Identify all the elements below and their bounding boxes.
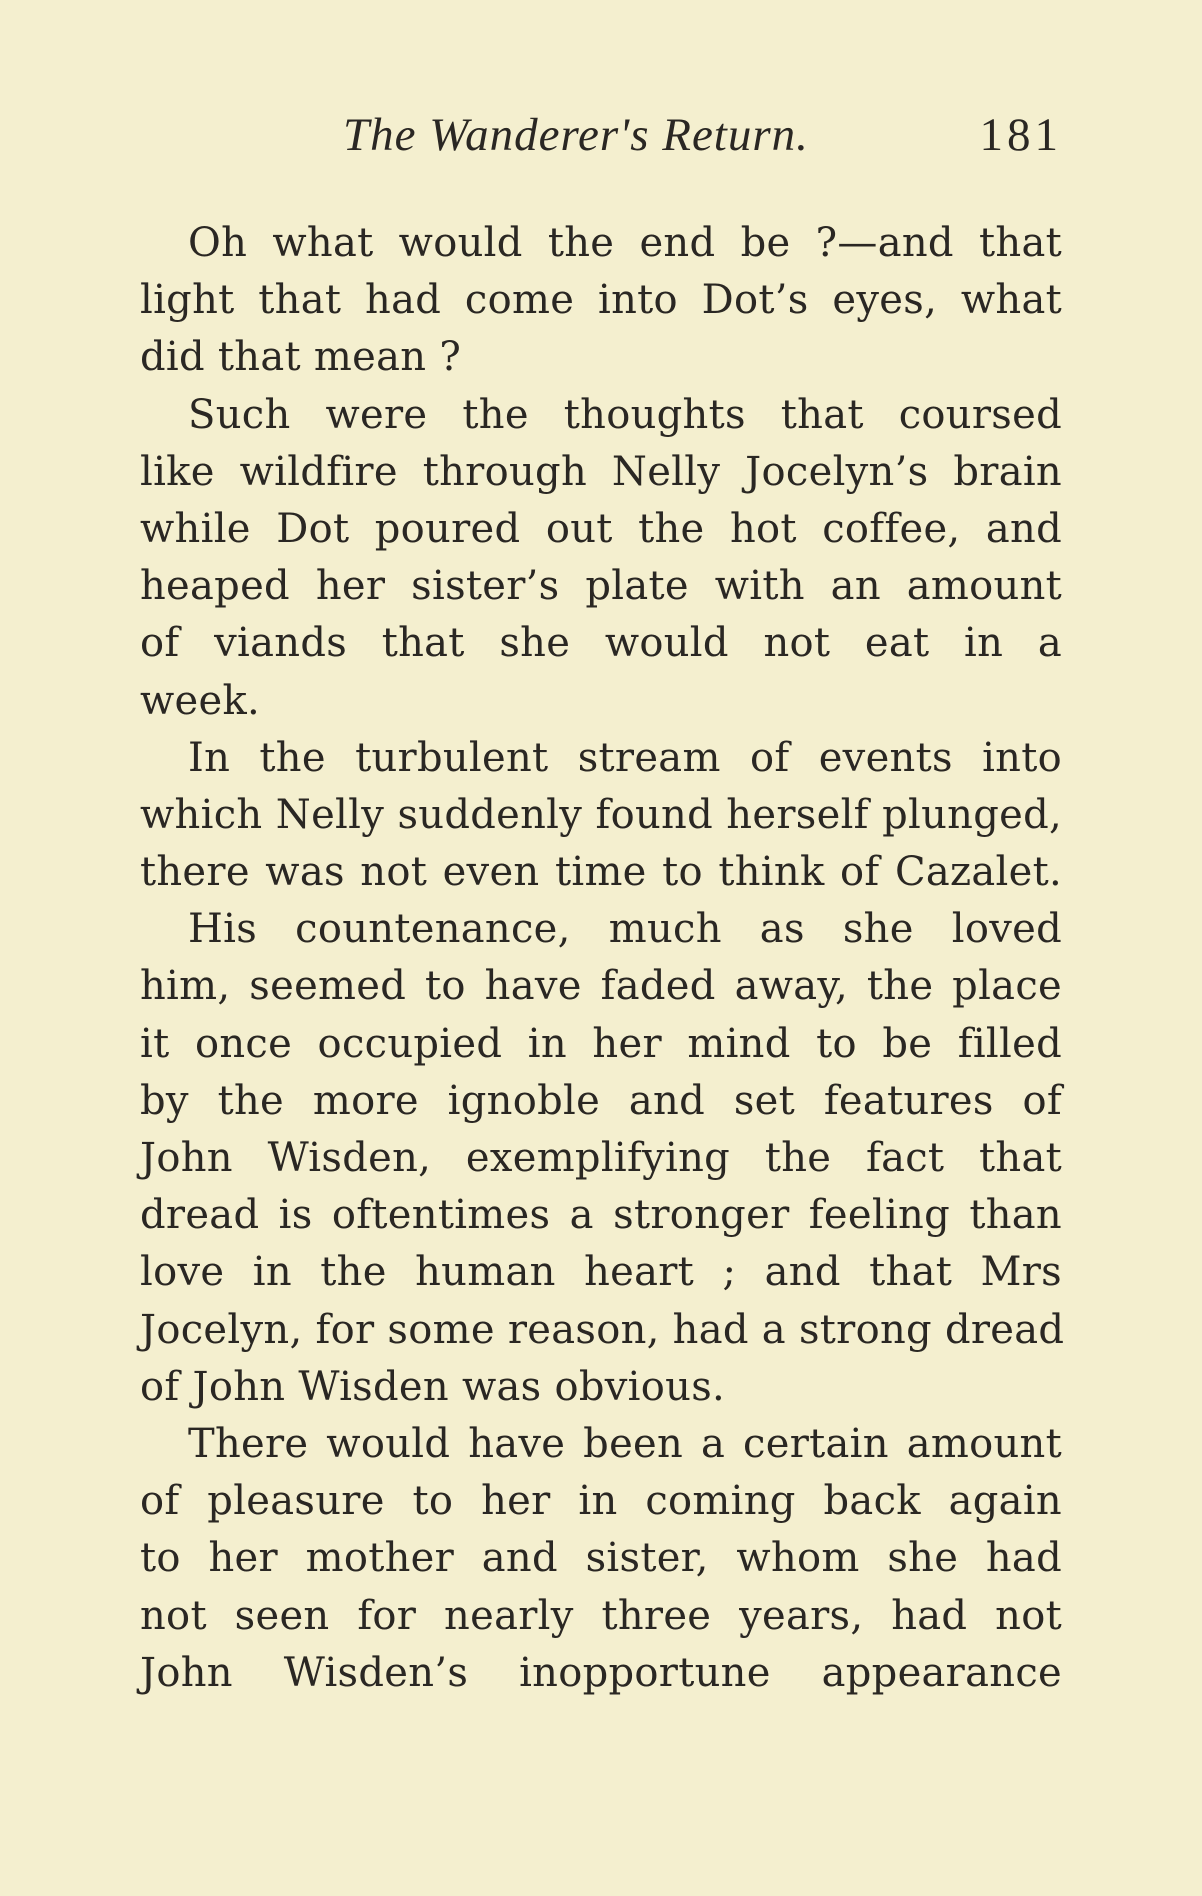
text-line: Such were the thoughts that coursed (188, 391, 1062, 438)
running-title: The Wanderer's Return. (343, 109, 809, 161)
text-line: In the turbulent stream of events into (188, 734, 1062, 781)
text-line: Oh what would the end be ?—and that (188, 220, 1062, 266)
text-line: There would have been a certain amount (188, 1420, 1062, 1467)
text-line: like wildfire through Nelly Jocelyn’s brain (140, 448, 1062, 495)
text-line: His countenance, much as she loved (188, 906, 1062, 953)
text-line: of pleasure to her in coming back again (140, 1478, 1062, 1525)
text-line: did that mean ? (140, 334, 462, 381)
text-line: while Dot poured out the hot coffee, and (140, 505, 1062, 552)
text-line: week. (140, 677, 261, 724)
text-line: of viands that she would not eat in a (140, 620, 1062, 667)
text-line: there was not even time to think of Cazalet. (140, 849, 1062, 896)
text-line: John Wisden’s inopportune appearance (140, 1649, 1062, 1696)
text-line: light that had come into Dot’s eyes, what (140, 277, 1062, 324)
running-head (140, 108, 1070, 168)
text-line: dread is oftentimes a stronger feeling than (140, 1192, 1062, 1239)
text-line: to her mother and sister, whom she had (140, 1535, 1062, 1582)
text-line: him, seemed to have faded away, the place (140, 963, 1062, 1010)
text-line: it once occupied in her mind to be filled (140, 1020, 1062, 1067)
text-line: Jocelyn, for some reason, had a strong dread (140, 1306, 1065, 1353)
body-text (140, 215, 1065, 1702)
page-number: 181 (979, 109, 1062, 161)
text-line: heaped her sister’s plate with an amount (140, 563, 1062, 610)
text-line: love in the human heart ; and that Mrs (140, 1249, 1062, 1296)
text-line: not seen for nearly three years, had not (140, 1592, 1062, 1639)
text-line: of John Wisden was obvious. (140, 1363, 726, 1410)
text-line: John Wisden, exemplifying the fact that (140, 1135, 1062, 1181)
text-line: which Nelly suddenly found herself plunged, (140, 791, 1062, 838)
text-line: by the more ignoble and set features of (140, 1077, 1062, 1124)
